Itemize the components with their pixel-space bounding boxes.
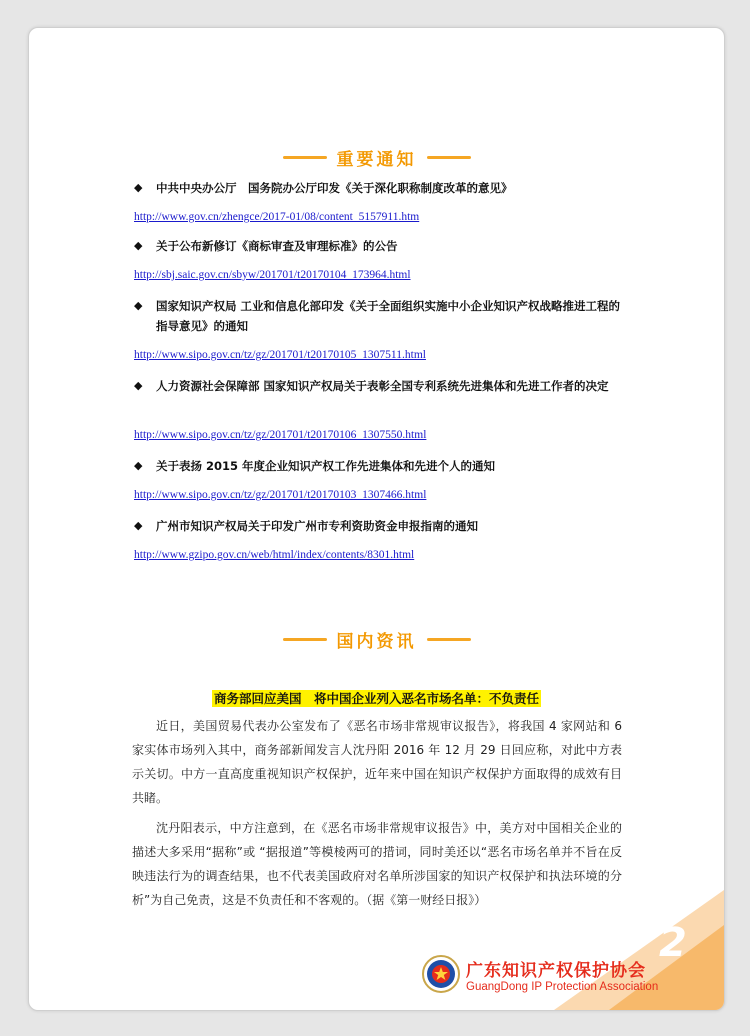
header-line-left	[283, 638, 327, 641]
notice-link[interactable]: http://www.sipo.gov.cn/tz/gz/201701/t20170105_1307511.html	[134, 349, 426, 361]
diamond-bullet-icon: ◆	[134, 299, 143, 312]
header-line-right	[427, 638, 471, 641]
org-name-cn: 广东知识产权保护协会	[466, 961, 646, 981]
org-name-en: GuangDong IP Protection Association	[466, 981, 659, 993]
notices-heading: 重要通知	[336, 149, 417, 170]
diamond-bullet-icon: ◆	[134, 459, 143, 472]
notice-link[interactable]: http://sbj.saic.gov.cn/sbyw/201701/t20170104_173964.html	[134, 269, 411, 281]
news-headline-text: 商务部回应美国 将中国企业列入恶名市场名单：不负责任	[213, 691, 539, 706]
notices-section-header	[29, 143, 724, 171]
header-line-left	[283, 156, 327, 159]
notice-link[interactable]: http://www.sipo.gov.cn/tz/gz/201701/t20170106_1307550.html	[134, 429, 427, 441]
notice-title: 人力资源社会保障部 国家知识产权局关于表彰全国专利系统先进集体和先进工作者的决定	[156, 379, 609, 393]
notice-link[interactable]: http://www.gov.cn/zhengce/2017-01/08/content_5157911.htm	[134, 211, 420, 223]
news-heading: 国内资讯	[336, 631, 417, 652]
page-number: 2	[659, 920, 687, 966]
notice-title: 关于表扬 2015 年度企业知识产权工作先进集体和先进个人的通知	[156, 459, 496, 473]
notice-link[interactable]: http://www.sipo.gov.cn/tz/gz/201701/t20170103_1307466.html	[134, 489, 427, 501]
notice-title: 广州市知识产权局关于印发广州市专利资助资金申报指南的通知	[156, 519, 478, 533]
news-paragraph: 近日，美国贸易代表办公室发布了《恶名市场非常规审议报告》，将我国 4 家网站和 6 家实体市场列入其中，商务部新闻发言人沈丹阳 2016 年 12 月 29 日回应称，对此中方表示关切。中方一直高度重视知识产权保护，近年来中国在知识产权保护方面取得的成效有目共睹。	[132, 719, 622, 805]
header-line-right	[427, 156, 471, 159]
diamond-bullet-icon: ◆	[134, 519, 143, 532]
notice-title: 中共中央办公厅 国务院办公厅印发《关于深化职称制度改革的意见》	[156, 181, 513, 195]
notice-title: 关于公布新修订《商标审查及审理标准》的公告	[156, 239, 398, 253]
notice-link[interactable]: http://www.gzipo.gov.cn/web/html/index/contents/8301.html	[134, 549, 415, 561]
news-section-header	[29, 625, 724, 653]
news-headline	[29, 688, 724, 708]
org-logo-icon	[421, 954, 461, 994]
diamond-bullet-icon: ◆	[134, 379, 143, 392]
news-paragraph: 沈丹阳表示，中方注意到，在《恶名市场非常规审议报告》中，美方对中国相关企业的描述大多采用“据称”或 “据报道”等模棱两可的措词，同时美还以“恶名市场名单并不旨在反映违法行为的调查结果，也不代表美国政府对名单所涉国家的知识产权保护和执法环境的分析”为自己免责，这是不负责任和不客观的。（据《第一财经日报》）	[132, 821, 622, 907]
diamond-bullet-icon: ◆	[134, 181, 143, 194]
diamond-bullet-icon: ◆	[134, 239, 143, 252]
notice-title: 国家知识产权局 工业和信息化部印发《关于全面组织实施中小企业知识产权战略推进工程的指导意见》的通知	[156, 299, 620, 333]
document-page	[28, 27, 725, 1011]
